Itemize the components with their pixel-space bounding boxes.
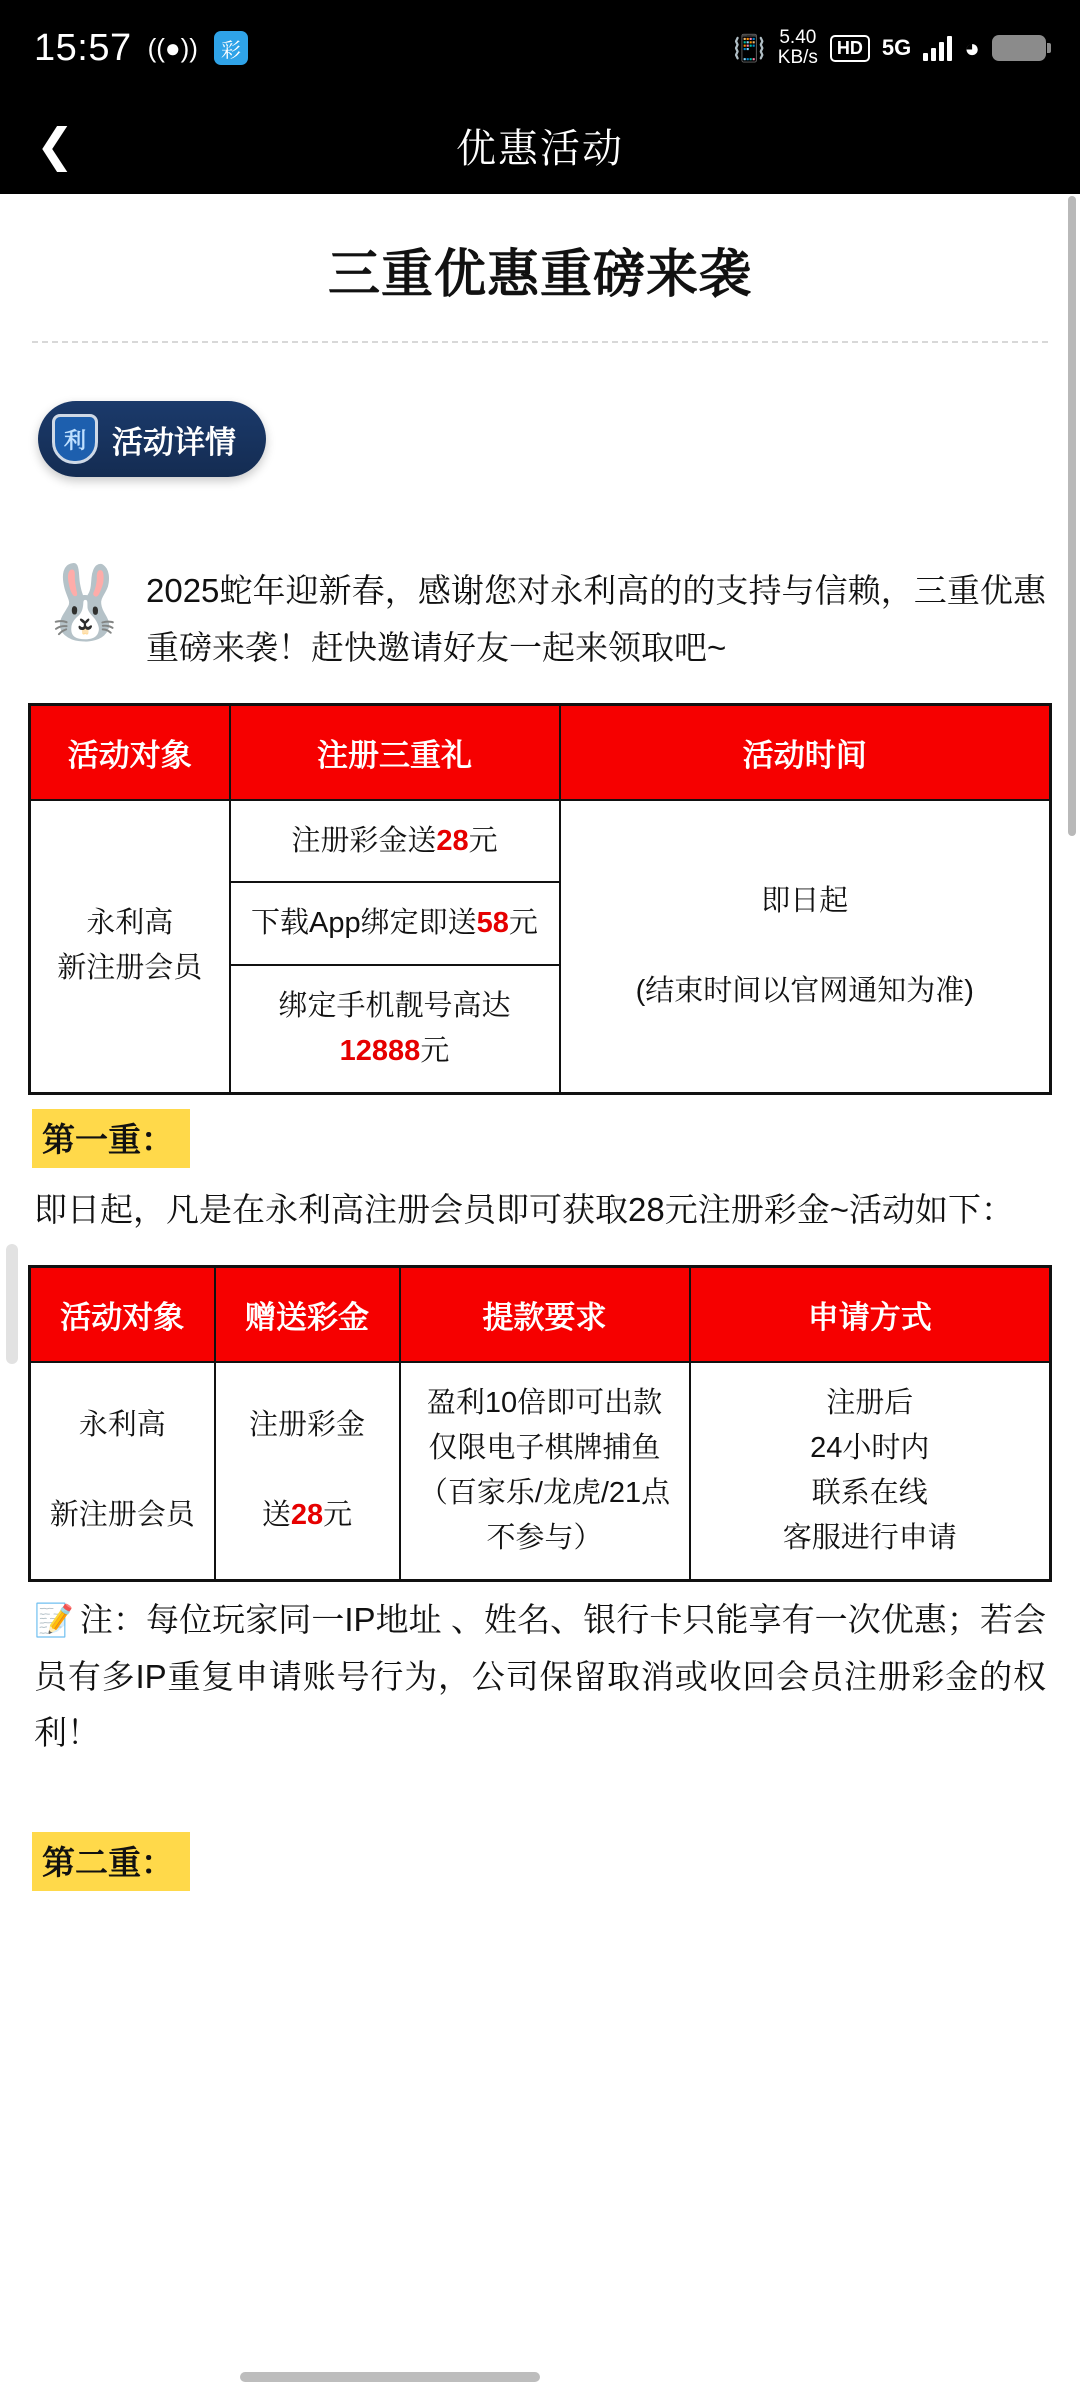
hd-icon: HD — [830, 35, 870, 62]
cell-gift-3 — [230, 965, 560, 1093]
th-requirement: 提款要求 — [400, 1267, 690, 1363]
th-object: 活动对象 — [30, 704, 230, 800]
net-speed-value: 5.40 — [779, 27, 817, 49]
section-1-heading: 第一重： — [32, 1109, 190, 1168]
section-2-heading: 第二重： — [32, 1832, 190, 1891]
activity-detail-badge — [38, 401, 266, 477]
section-1-note-text: 注：每位玩家同一IP地址 、姓名、银行卡只能享有一次优惠；若会员有多IP重复申请账号行为，公司保留取消或收回会员注册彩金的权利！ — [34, 1600, 1046, 1752]
cell-apply: 注册后 24小时内 联系在线 客服进行申请 — [690, 1362, 1051, 1580]
battery-icon — [992, 35, 1046, 61]
cell-object: 永利高 新注册会员 — [30, 800, 230, 1094]
gift-1-post: 元 — [468, 824, 498, 857]
cell-gift-2 — [230, 882, 560, 965]
gift-1-pre: 注册彩金送 — [291, 824, 437, 857]
main-promo-table — [28, 703, 1052, 1096]
status-bar — [0, 0, 1080, 96]
section-1-note — [34, 1592, 1046, 1762]
th-gifts: 注册三重礼 — [230, 704, 560, 800]
section-1-table — [28, 1265, 1052, 1582]
gift-2-amount: 58 — [476, 907, 509, 940]
vibrate-icon: 📳 — [733, 33, 766, 63]
table-row — [30, 800, 1051, 883]
table-header-row — [30, 704, 1051, 800]
page-title: 优惠活动 — [456, 126, 624, 171]
memo-icon: 📝 — [34, 1601, 74, 1638]
time-line-1: 即日起 — [761, 884, 849, 917]
back-arrow-icon[interactable]: ❮ — [35, 119, 75, 171]
bonus-post: 元 — [323, 1499, 353, 1532]
cell-requirement: 盈利10倍即可出款 仅限电子棋牌捕鱼 （百家乐/龙虎/21点 不参与） — [400, 1362, 690, 1580]
header-bar — [0, 96, 1080, 194]
horizontal-scrollbar[interactable] — [240, 2372, 540, 2382]
broadcast-icon: ((●)) — [147, 33, 198, 63]
divider — [32, 341, 1048, 343]
gift-2-pre: 下载App绑定即送 — [251, 907, 477, 940]
network-label: 5G — [881, 35, 912, 60]
status-bar-right — [733, 28, 1046, 68]
th-time: 活动时间 — [560, 704, 1051, 800]
section-1-paragraph: 即日起，凡是在永利高注册会员即可获取28元注册彩金~活动如下： — [34, 1191, 1014, 1229]
vertical-scrollbar[interactable] — [1068, 196, 1076, 836]
gift-3-amount: 12888 — [339, 1035, 421, 1068]
th-bonus: 赠送彩金 — [215, 1267, 400, 1363]
table-header-row — [30, 1267, 1051, 1363]
net-speed-unit: KB/s — [777, 47, 818, 68]
th-object: 活动对象 — [30, 1267, 215, 1363]
cell-bonus — [215, 1362, 400, 1580]
promo-page[interactable] — [0, 194, 1080, 2388]
wifi-icon: ◕ — [964, 33, 980, 63]
app-badge-icon: 彩 — [214, 31, 248, 65]
vertical-scrollbar-secondary[interactable] — [6, 1244, 18, 1364]
status-bar-left — [34, 27, 248, 70]
gift-1-amount: 28 — [436, 824, 469, 857]
bonus-amount: 28 — [290, 1499, 324, 1532]
bonus-mid: 送 — [261, 1499, 291, 1532]
status-time: 15:57 — [34, 26, 132, 69]
th-apply: 申请方式 — [690, 1267, 1051, 1363]
tiger-lantern-icon: 🐰 — [40, 563, 130, 643]
cell-time — [560, 800, 1051, 1094]
cell-object: 永利高 新注册会员 — [30, 1362, 215, 1580]
shield-icon: 利 — [52, 414, 98, 464]
gift-3-pre: 绑定手机靓号高达 — [278, 990, 511, 1023]
promo-intro-text: 2025蛇年迎新春，感谢您对永利高的的支持与信赖，三重优惠重磅来袭！赶快邀请好友一起来领取吧~ — [146, 572, 1046, 666]
activity-detail-label: 活动详情 — [112, 424, 236, 460]
signal-bars-icon — [923, 35, 952, 61]
promo-intro — [34, 563, 1046, 677]
time-line-2: (结束时间以官网通知为准) — [635, 974, 974, 1007]
promo-title: 三重优惠重磅来袭 — [327, 246, 752, 304]
gift-2-post: 元 — [508, 907, 538, 940]
cell-gift-1 — [230, 800, 560, 883]
bonus-pre: 注册彩金 — [248, 1409, 365, 1442]
net-speed — [778, 28, 818, 68]
gift-3-post: 元 — [420, 1035, 450, 1068]
table-row — [30, 1362, 1051, 1580]
